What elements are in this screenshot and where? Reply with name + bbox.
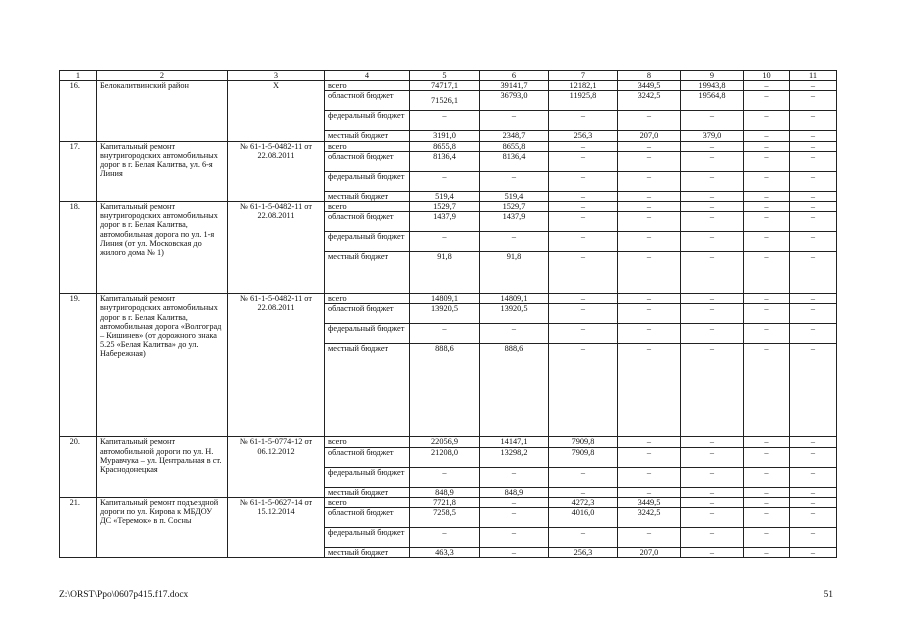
- amount-cell: –: [618, 324, 681, 344]
- amount-cell: –: [480, 528, 549, 548]
- amount-cell: 19943,8: [681, 81, 744, 91]
- amount-cell: 13298,2: [480, 447, 549, 467]
- amount-cell: –: [480, 232, 549, 252]
- funding-source: федеральный бюджет: [325, 324, 410, 344]
- amount-cell: 11925,8: [549, 91, 618, 111]
- amount-cell: –: [549, 294, 618, 304]
- amount-cell: 848,9: [410, 487, 480, 497]
- amount-cell: 8136,4: [410, 151, 480, 171]
- amount-cell: 3449,5: [618, 497, 681, 507]
- amount-cell: –: [549, 252, 618, 294]
- amount-cell: –: [480, 508, 549, 528]
- amount-cell: –: [790, 232, 837, 252]
- file-path: Z:\ORST\Ppo\0607p415.f17.docx: [59, 590, 189, 600]
- amount-cell: –: [744, 141, 790, 151]
- amount-cell: –: [549, 232, 618, 252]
- amount-cell: –: [410, 171, 480, 191]
- expertise-document: № 61-1-5-0482-11 от 22.08.2011: [228, 202, 325, 294]
- amount-cell: 7909,8: [549, 447, 618, 467]
- amount-cell: 463,3: [410, 548, 480, 558]
- object-name: Капитальный ремонт внутригородских автомобильных дорог в г. Белая Калитва, автомобильная дорога по ул. 1-я Линия (от ул. Московская до жилого дома № 1): [97, 202, 228, 294]
- amount-cell: –: [790, 487, 837, 497]
- expertise-document: Х: [228, 81, 325, 141]
- amount-cell: –: [744, 202, 790, 212]
- amount-cell: –: [790, 437, 837, 447]
- amount-cell: –: [618, 111, 681, 131]
- amount-cell: –: [681, 304, 744, 324]
- column-number: 6: [480, 71, 549, 81]
- amount-cell: –: [744, 252, 790, 294]
- amount-cell: –: [480, 497, 549, 507]
- amount-cell: –: [790, 151, 837, 171]
- funding-source: областной бюджет: [325, 304, 410, 324]
- amount-cell: –: [790, 294, 837, 304]
- table-row: [60, 294, 837, 304]
- funding-source: местный бюджет: [325, 131, 410, 141]
- amount-cell: –: [790, 171, 837, 191]
- funding-source: федеральный бюджет: [325, 528, 410, 548]
- amount-cell: –: [681, 232, 744, 252]
- amount-cell: –: [790, 191, 837, 201]
- amount-cell: –: [681, 141, 744, 151]
- amount-cell: –: [549, 487, 618, 497]
- amount-cell: 1529,7: [410, 202, 480, 212]
- amount-cell: –: [790, 111, 837, 131]
- amount-cell: 1437,9: [410, 212, 480, 232]
- row-number: 19.: [60, 294, 97, 437]
- amount-cell: 888,6: [410, 344, 480, 437]
- amount-cell: –: [410, 467, 480, 487]
- amount-cell: –: [410, 111, 480, 131]
- amount-cell: 21208,0: [410, 447, 480, 467]
- funding-source: федеральный бюджет: [325, 171, 410, 191]
- amount-cell: –: [410, 528, 480, 548]
- amount-cell: –: [549, 304, 618, 324]
- column-number: 3: [228, 71, 325, 81]
- amount-cell: 14809,1: [480, 294, 549, 304]
- amount-cell: 207,0: [618, 548, 681, 558]
- amount-cell: 888,6: [480, 344, 549, 437]
- amount-cell: –: [744, 212, 790, 232]
- amount-cell: 8655,8: [480, 141, 549, 151]
- amount-cell: –: [744, 81, 790, 91]
- amount-cell: –: [790, 324, 837, 344]
- amount-cell: 4016,0: [549, 508, 618, 528]
- amount-cell: –: [744, 294, 790, 304]
- column-number: 4: [325, 71, 410, 81]
- amount-cell: –: [549, 324, 618, 344]
- amount-cell: –: [681, 151, 744, 171]
- amount-cell: –: [681, 324, 744, 344]
- amount-cell: –: [790, 447, 837, 467]
- amount-cell: 519,4: [480, 191, 549, 201]
- amount-cell: –: [681, 294, 744, 304]
- column-number: 10: [744, 71, 790, 81]
- table-row: [60, 141, 837, 151]
- amount-cell: 207,0: [618, 131, 681, 141]
- amount-cell: –: [480, 467, 549, 487]
- amount-cell: 7909,8: [549, 437, 618, 447]
- page-number: 51: [823, 590, 833, 600]
- amount-cell: 71526,1: [410, 91, 480, 111]
- amount-cell: 2348,7: [480, 131, 549, 141]
- amount-cell: 848,9: [480, 487, 549, 497]
- amount-cell: –: [681, 508, 744, 528]
- amount-cell: –: [480, 111, 549, 131]
- amount-cell: –: [681, 528, 744, 548]
- funding-source: всего: [325, 202, 410, 212]
- column-number: 8: [618, 71, 681, 81]
- amount-cell: –: [744, 487, 790, 497]
- funding-source: областной бюджет: [325, 151, 410, 171]
- amount-cell: –: [681, 202, 744, 212]
- amount-cell: –: [681, 467, 744, 487]
- amount-cell: 36793,0: [480, 91, 549, 111]
- funding-source: всего: [325, 81, 410, 91]
- funding-source: всего: [325, 294, 410, 304]
- amount-cell: –: [681, 548, 744, 558]
- column-number: 7: [549, 71, 618, 81]
- amount-cell: –: [480, 171, 549, 191]
- row-number: 16.: [60, 81, 97, 141]
- amount-cell: –: [681, 344, 744, 437]
- row-number: 20.: [60, 437, 97, 497]
- expertise-document: № 61-1-5-0627-14 от 15.12.2014: [228, 497, 325, 557]
- amount-cell: 19564,8: [681, 91, 744, 111]
- amount-cell: –: [744, 91, 790, 111]
- amount-cell: –: [790, 548, 837, 558]
- amount-cell: –: [549, 344, 618, 437]
- funding-source: федеральный бюджет: [325, 111, 410, 131]
- funding-source: областной бюджет: [325, 447, 410, 467]
- amount-cell: –: [744, 151, 790, 171]
- amount-cell: –: [790, 212, 837, 232]
- object-name: Капитальный ремонт внутригородских автомобильных дорог в г. Белая Калитва, автомобильная дорога «Волгоград – Кишинев» (от дорожного знака 5.25 «Белая Калитва» до ул. Набережная): [97, 294, 228, 437]
- amount-cell: –: [790, 131, 837, 141]
- amount-cell: 8655,8: [410, 141, 480, 151]
- row-number: 18.: [60, 202, 97, 294]
- amount-cell: –: [790, 202, 837, 212]
- amount-cell: –: [790, 467, 837, 487]
- amount-cell: –: [410, 324, 480, 344]
- amount-cell: 22056,9: [410, 437, 480, 447]
- amount-cell: 3449,5: [618, 81, 681, 91]
- amount-cell: –: [790, 497, 837, 507]
- amount-cell: –: [618, 212, 681, 232]
- amount-cell: 4272,3: [549, 497, 618, 507]
- amount-cell: –: [618, 202, 681, 212]
- funding-source: всего: [325, 437, 410, 447]
- amount-cell: –: [790, 141, 837, 151]
- amount-cell: –: [744, 467, 790, 487]
- amount-cell: 379,0: [681, 131, 744, 141]
- funding-source: всего: [325, 497, 410, 507]
- amount-cell: –: [618, 151, 681, 171]
- amount-cell: –: [681, 252, 744, 294]
- amount-cell: –: [744, 131, 790, 141]
- funding-source: федеральный бюджет: [325, 467, 410, 487]
- amount-cell: –: [549, 191, 618, 201]
- row-number: 21.: [60, 497, 97, 557]
- amount-cell: –: [618, 232, 681, 252]
- amount-cell: –: [744, 508, 790, 528]
- amount-cell: –: [744, 232, 790, 252]
- amount-cell: –: [681, 171, 744, 191]
- amount-cell: –: [618, 304, 681, 324]
- amount-cell: –: [744, 548, 790, 558]
- amount-cell: –: [618, 528, 681, 548]
- amount-cell: 7721,8: [410, 497, 480, 507]
- expertise-document: № 61-1-5-0482-11 от 22.08.2011: [228, 294, 325, 437]
- table-row: [60, 202, 837, 212]
- table-row: [60, 81, 837, 91]
- amount-cell: 519,4: [410, 191, 480, 201]
- amount-cell: –: [790, 344, 837, 437]
- amount-cell: –: [681, 487, 744, 497]
- amount-cell: –: [618, 171, 681, 191]
- amount-cell: 7258,5: [410, 508, 480, 528]
- funding-source: областной бюджет: [325, 91, 410, 111]
- column-number: 11: [790, 71, 837, 81]
- amount-cell: –: [790, 528, 837, 548]
- amount-cell: –: [480, 548, 549, 558]
- column-number: 9: [681, 71, 744, 81]
- amount-cell: –: [618, 252, 681, 294]
- amount-cell: 91,8: [480, 252, 549, 294]
- amount-cell: 74717,1: [410, 81, 480, 91]
- table-row: [60, 497, 837, 507]
- funding-source: местный бюджет: [325, 252, 410, 294]
- amount-cell: 14147,1: [480, 437, 549, 447]
- amount-cell: –: [744, 111, 790, 131]
- amount-cell: –: [681, 111, 744, 131]
- object-name: Капитальный ремонт подъездной дороги по ул. Кирова к МБДОУ ДС «Теремок» в п. Сосны: [97, 497, 228, 557]
- column-number-row: [60, 71, 837, 81]
- amount-cell: –: [618, 141, 681, 151]
- amount-cell: –: [549, 151, 618, 171]
- amount-cell: –: [549, 467, 618, 487]
- amount-cell: –: [618, 294, 681, 304]
- funding-source: областной бюджет: [325, 212, 410, 232]
- funding-source: областной бюджет: [325, 508, 410, 528]
- funding-source: федеральный бюджет: [325, 232, 410, 252]
- amount-cell: –: [681, 447, 744, 467]
- amount-cell: 256,3: [549, 131, 618, 141]
- amount-cell: 3242,5: [618, 508, 681, 528]
- amount-cell: 1437,9: [480, 212, 549, 232]
- funding-source: местный бюджет: [325, 548, 410, 558]
- amount-cell: –: [790, 81, 837, 91]
- amount-cell: –: [549, 141, 618, 151]
- amount-cell: –: [681, 191, 744, 201]
- amount-cell: –: [681, 497, 744, 507]
- column-number: 2: [97, 71, 228, 81]
- amount-cell: 14809,1: [410, 294, 480, 304]
- budget-table: [59, 70, 837, 558]
- object-name: Белокалитвинский район: [97, 81, 228, 141]
- amount-cell: –: [744, 191, 790, 201]
- amount-cell: 13920,5: [480, 304, 549, 324]
- amount-cell: –: [790, 304, 837, 324]
- table-body: [60, 71, 837, 558]
- amount-cell: –: [480, 324, 549, 344]
- amount-cell: –: [618, 487, 681, 497]
- amount-cell: –: [618, 437, 681, 447]
- amount-cell: –: [744, 304, 790, 324]
- funding-source: местный бюджет: [325, 344, 410, 437]
- amount-cell: –: [549, 202, 618, 212]
- amount-cell: –: [790, 508, 837, 528]
- object-name: Капитальный ремонт внутригородских автомобильных дорог в г. Белая Калитва, ул. 6-я Линия: [97, 141, 228, 201]
- amount-cell: –: [681, 437, 744, 447]
- row-number: 17.: [60, 141, 97, 201]
- amount-cell: 256,3: [549, 548, 618, 558]
- amount-cell: –: [744, 497, 790, 507]
- amount-cell: 13920,5: [410, 304, 480, 324]
- funding-source: всего: [325, 141, 410, 151]
- amount-cell: –: [744, 528, 790, 548]
- column-number: 5: [410, 71, 480, 81]
- amount-cell: –: [549, 171, 618, 191]
- amount-cell: –: [618, 191, 681, 201]
- amount-cell: –: [681, 212, 744, 232]
- funding-source: местный бюджет: [325, 191, 410, 201]
- amount-cell: –: [790, 252, 837, 294]
- amount-cell: –: [549, 111, 618, 131]
- amount-cell: 39141,7: [480, 81, 549, 91]
- expertise-document: № 61-1-5-0482-11 от 22.08.2011: [228, 141, 325, 201]
- object-name: Капитальный ремонт автомобильной дороги по ул. Н. Муравчука – ул. Центральная в ст. Краснодонецкая: [97, 437, 228, 497]
- amount-cell: –: [744, 171, 790, 191]
- amount-cell: –: [410, 232, 480, 252]
- amount-cell: –: [618, 344, 681, 437]
- amount-cell: 8136,4: [480, 151, 549, 171]
- column-number: 1: [60, 71, 97, 81]
- amount-cell: –: [790, 91, 837, 111]
- amount-cell: 3191,0: [410, 131, 480, 141]
- amount-cell: –: [618, 447, 681, 467]
- table-row: [60, 437, 837, 447]
- amount-cell: 1529,7: [480, 202, 549, 212]
- amount-cell: –: [744, 324, 790, 344]
- amount-cell: –: [744, 447, 790, 467]
- amount-cell: –: [618, 467, 681, 487]
- expertise-document: № 61-1-5-0774-12 от 06.12.2012: [228, 437, 325, 497]
- funding-source: местный бюджет: [325, 487, 410, 497]
- amount-cell: –: [549, 528, 618, 548]
- amount-cell: –: [744, 437, 790, 447]
- amount-cell: –: [549, 212, 618, 232]
- amount-cell: 3242,5: [618, 91, 681, 111]
- amount-cell: –: [744, 344, 790, 437]
- amount-cell: 91,8: [410, 252, 480, 294]
- amount-cell: 12182,1: [549, 81, 618, 91]
